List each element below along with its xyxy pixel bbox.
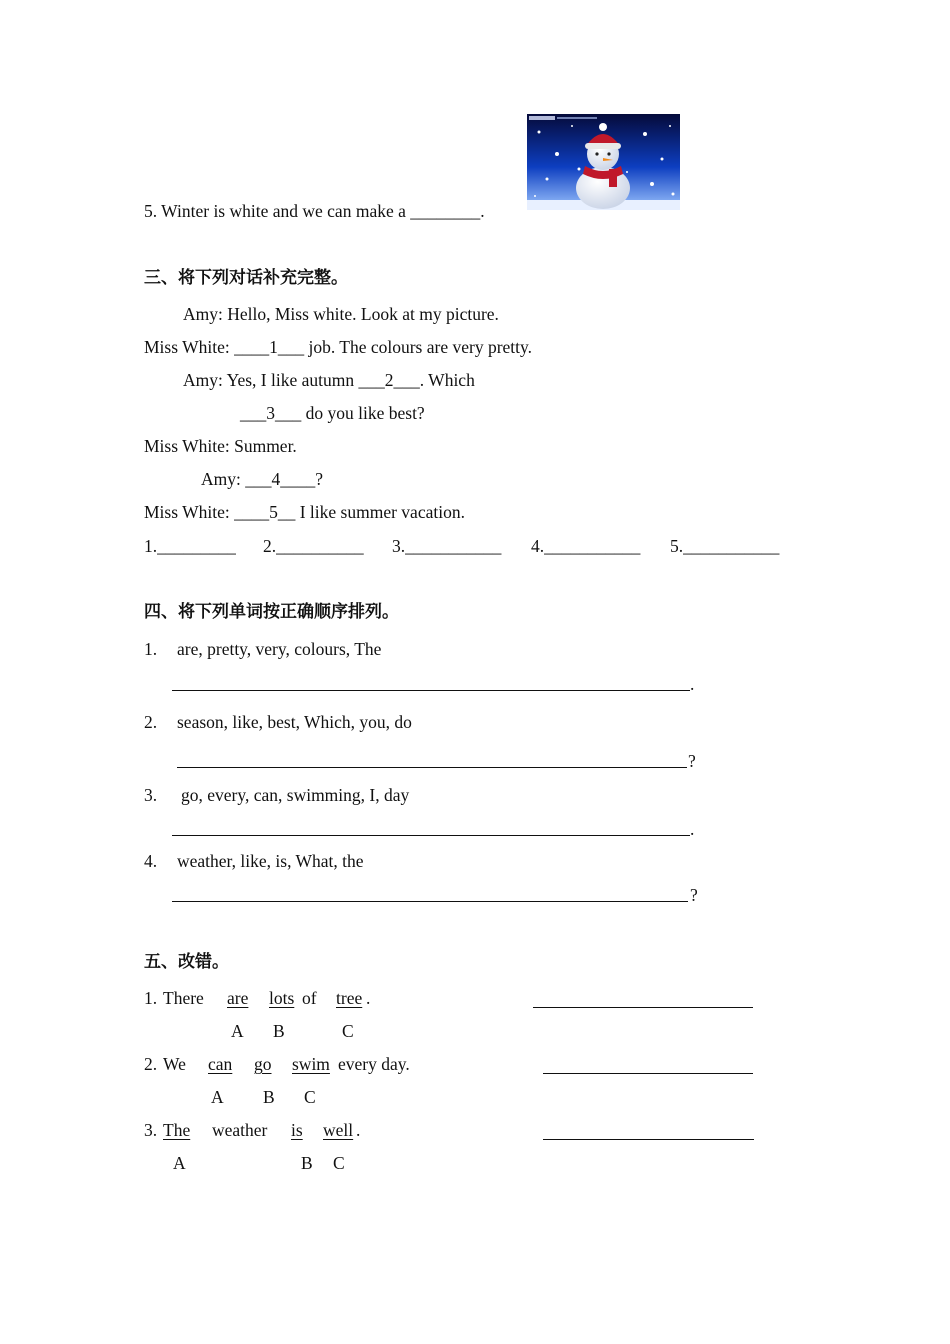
- end-mark: .: [690, 674, 695, 694]
- section-3-title: 三、将下列对话补充完整。: [144, 268, 348, 288]
- correction-line[interactable]: [533, 1007, 753, 1008]
- sentence-number: 1.: [144, 988, 158, 1008]
- answer-line[interactable]: [172, 901, 688, 902]
- word: of: [302, 988, 317, 1008]
- item-number: 2.: [144, 712, 158, 732]
- underlined-word-b: go: [254, 1054, 272, 1074]
- dialog-line-5: Miss White: Summer.: [144, 436, 297, 456]
- section-5-title: 五、改错。: [144, 952, 229, 972]
- word: weather: [212, 1120, 268, 1140]
- question-5: 5. Winter is white and we can make a ________.: [144, 201, 485, 221]
- option-label-b: B: [273, 1021, 285, 1041]
- option-label-a: A: [211, 1087, 224, 1107]
- dialog-line-6: Amy: ___4____?: [201, 469, 324, 489]
- underlined-word-c: well: [323, 1120, 354, 1140]
- underlined-word-c: swim: [292, 1054, 330, 1074]
- dialog-line-7: Miss White: ____5__ I like summer vacation.: [144, 502, 465, 522]
- dialog-line-2: Miss White: ____1___ job. The colours are very pretty.: [144, 337, 533, 357]
- option-label-c: C: [333, 1153, 345, 1173]
- underlined-word-b: is: [291, 1120, 303, 1140]
- section-4-title: 四、将下列单词按正确顺序排列。: [144, 602, 399, 622]
- option-label-b: B: [263, 1087, 275, 1107]
- option-label-a: A: [173, 1153, 186, 1173]
- end-mark: ?: [690, 885, 698, 905]
- option-label-c: C: [304, 1087, 316, 1107]
- dialog-line-4: ___3___ do you like best?: [240, 403, 425, 423]
- word-list: go, every, can, swimming, I, day: [181, 785, 410, 805]
- answer-line[interactable]: [177, 767, 687, 768]
- option-label-c: C: [342, 1021, 354, 1041]
- option-label-a: A: [231, 1021, 244, 1041]
- answer-blank-2[interactable]: 2.__________: [263, 536, 364, 556]
- option-label-b: B: [301, 1153, 313, 1173]
- underlined-word-a: are: [227, 988, 249, 1008]
- snowman-icon: [527, 114, 680, 210]
- end-mark: .: [690, 819, 695, 839]
- dialog-line-1: Amy: Hello, Miss white. Look at my picture.: [183, 304, 499, 324]
- word: every day.: [338, 1054, 410, 1074]
- end-mark: .: [356, 1120, 361, 1140]
- item-number: 4.: [144, 851, 158, 871]
- underlined-word-a: The: [163, 1120, 191, 1140]
- item-number: 1.: [144, 639, 158, 659]
- item-number: 3.: [144, 785, 158, 805]
- underlined-word-c: tree: [336, 988, 363, 1008]
- underlined-word-a: can: [208, 1054, 233, 1074]
- correction-line[interactable]: [543, 1139, 754, 1140]
- answer-line[interactable]: [172, 690, 690, 691]
- dialog-line-3: Amy: Yes, I like autumn ___2___. Which: [183, 370, 475, 390]
- answer-line[interactable]: [172, 835, 690, 836]
- word-list: weather, like, is, What, the: [177, 851, 364, 871]
- correction-line[interactable]: [543, 1073, 753, 1074]
- word-list: are, pretty, very, colours, The: [177, 639, 382, 659]
- end-mark: ?: [688, 751, 696, 771]
- end-mark: .: [366, 988, 371, 1008]
- word: We: [163, 1054, 186, 1074]
- answer-blank-5[interactable]: 5.___________: [670, 536, 780, 556]
- word: There: [163, 988, 204, 1008]
- sentence-number: 2.: [144, 1054, 158, 1074]
- underlined-word-b: lots: [269, 988, 295, 1008]
- snowman-picture: [527, 114, 680, 210]
- sentence-number: 3.: [144, 1120, 158, 1140]
- word-list: season, like, best, Which, you, do: [177, 712, 412, 732]
- answer-blank-4[interactable]: 4.___________: [531, 536, 641, 556]
- answer-blank-3[interactable]: 3.___________: [392, 536, 502, 556]
- answer-blank-1[interactable]: 1._________: [144, 536, 236, 556]
